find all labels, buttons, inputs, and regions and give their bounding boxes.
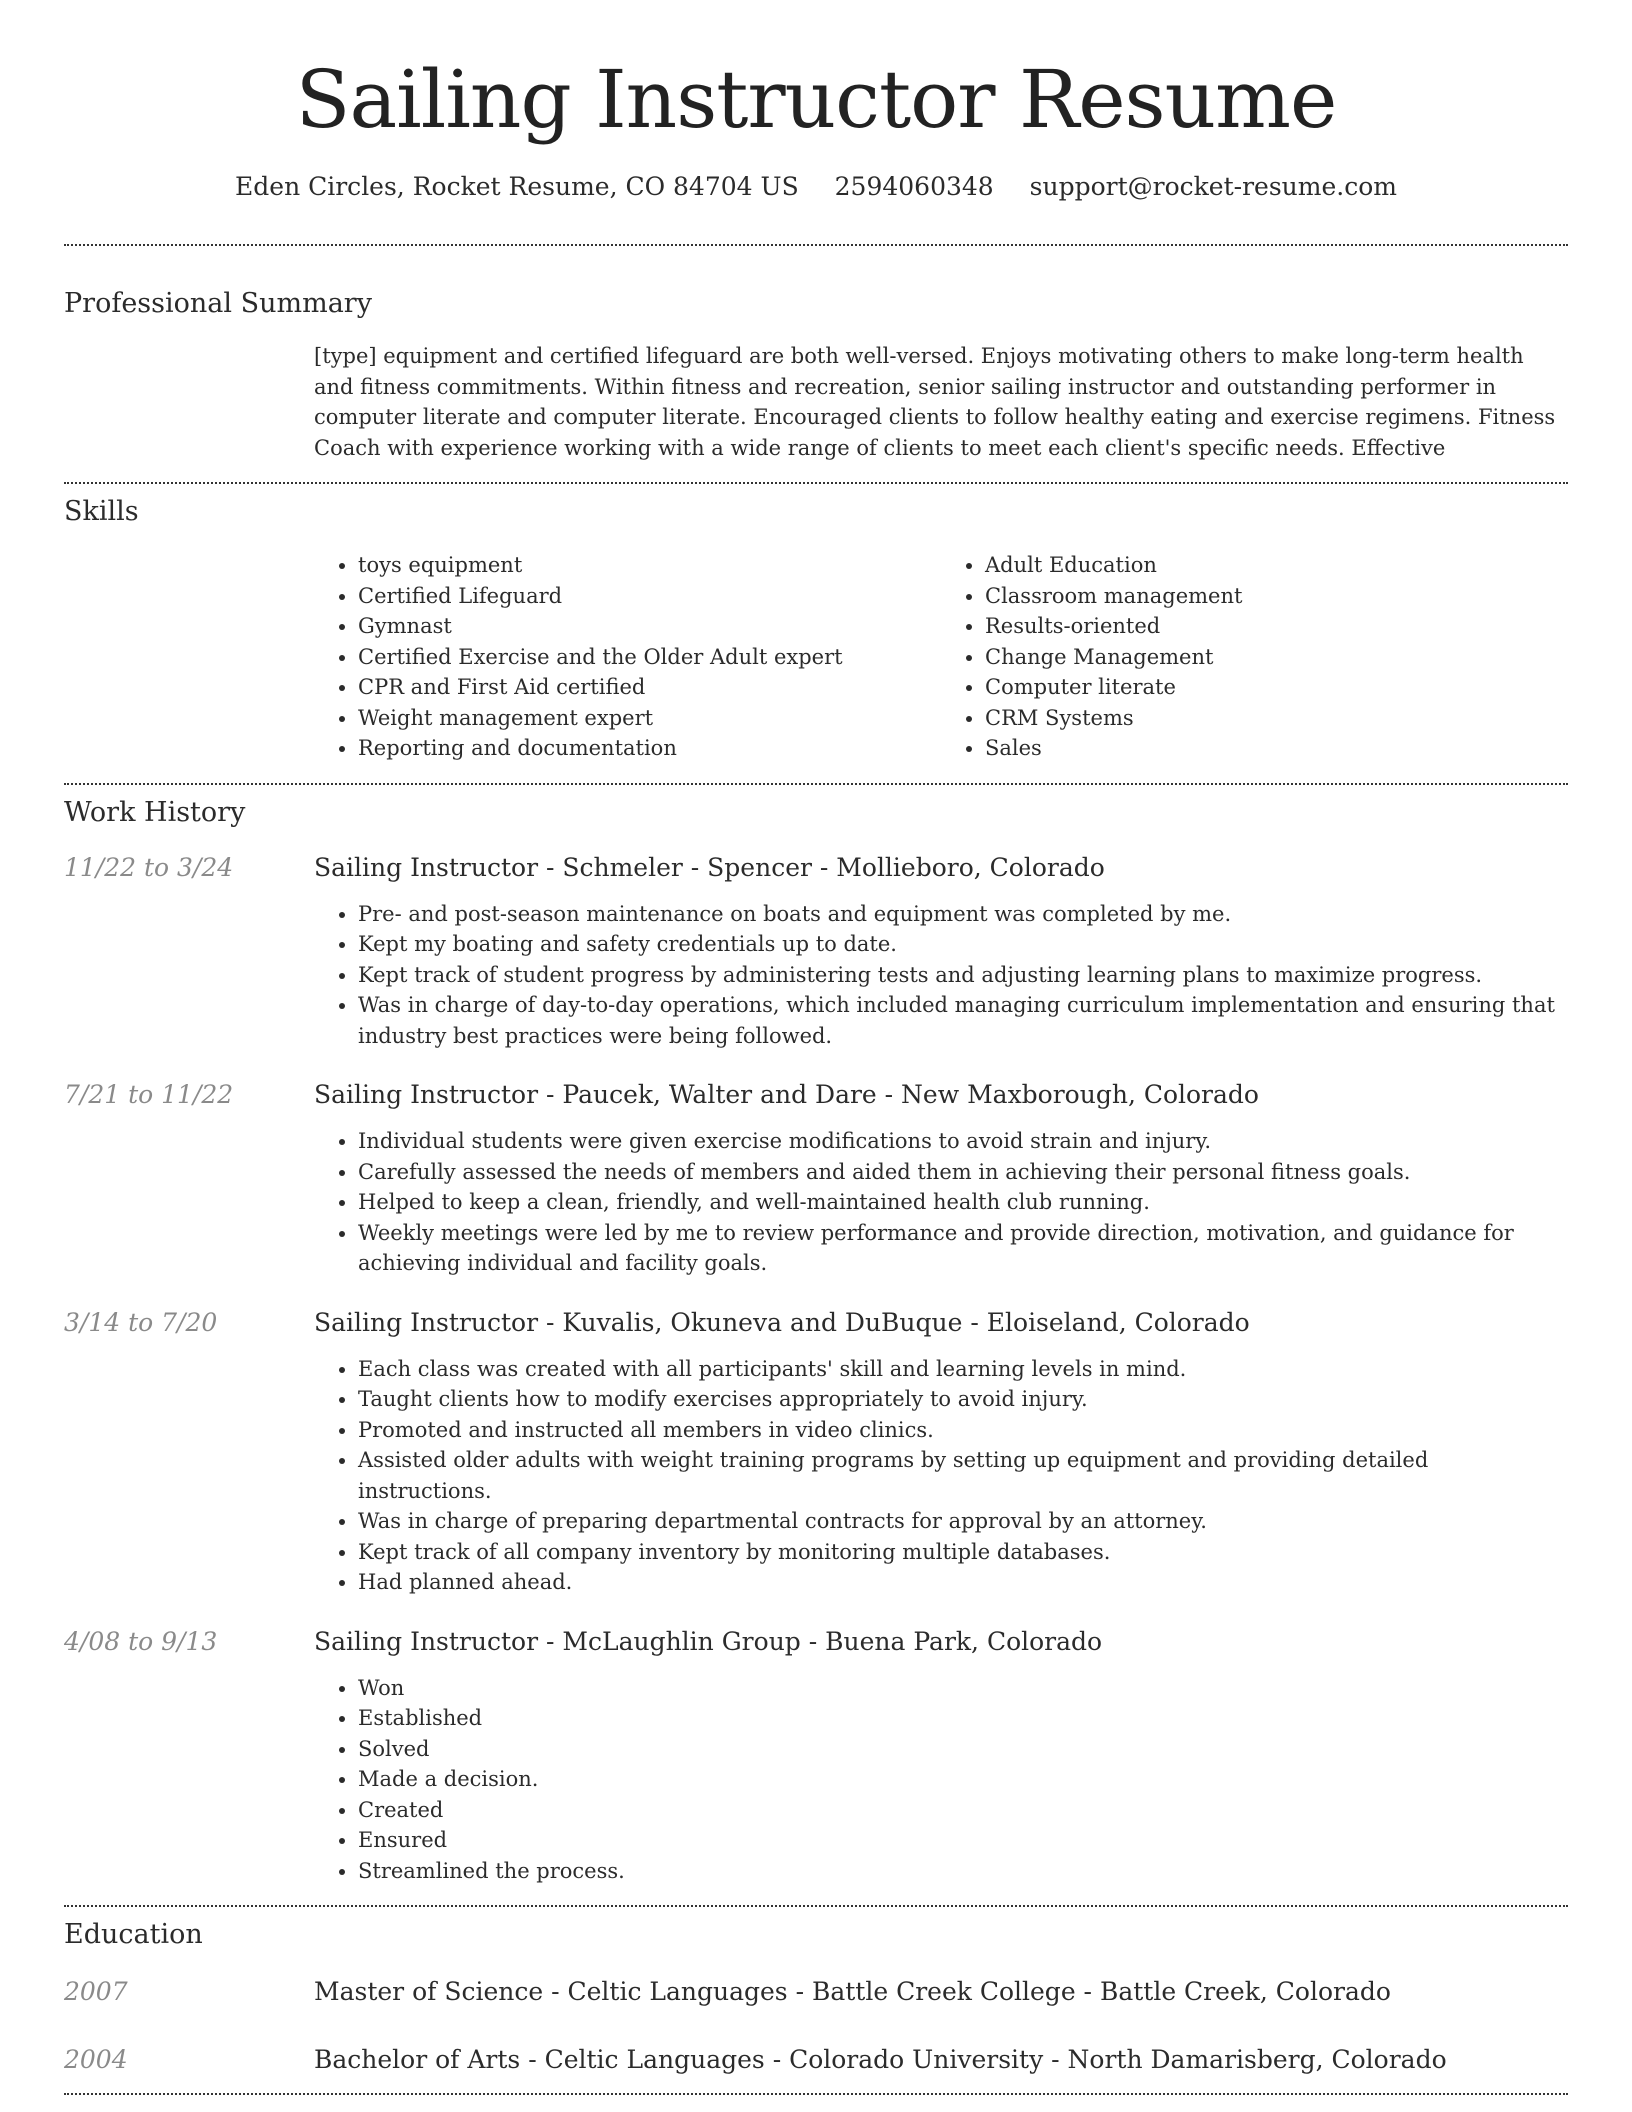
- job-bullet: • Assisted older adults with weight training programs by setting up equipment and providing detailed instructions.: [358, 1445, 1568, 1506]
- education-section: [64, 1917, 1568, 2077]
- job-details: [314, 899, 1568, 1052]
- skill-item: • Weight management expert: [358, 703, 941, 734]
- job-dates: 11/22 to 3/24: [64, 852, 234, 882]
- job-bullet: • Streamlined the process.: [358, 1856, 1568, 1887]
- section-divider: [64, 783, 1568, 785]
- skills-columns: [314, 550, 1568, 764]
- skill-item: • Computer literate: [985, 672, 1568, 703]
- job-bullet: • Helped to keep a clean, friendly, and well-maintained health club running.: [358, 1187, 1568, 1218]
- skill-item: • Sales: [985, 733, 1568, 764]
- contact-line: [64, 170, 1568, 204]
- resume-page: [64, 0, 1568, 2095]
- job-bullets: [314, 1354, 1568, 1598]
- job-dates: 7/21 to 11/22: [64, 1080, 234, 1109]
- job-bullet: • Kept track of all company inventory by monitoring multiple databases.: [358, 1537, 1568, 1568]
- job-header: [64, 1078, 1568, 1112]
- job-bullet: • Promoted and instructed all members in video clinics.: [358, 1415, 1568, 1446]
- job-bullet: • Was in charge of preparing departmental contracts for approval by an attorney.: [358, 1506, 1568, 1537]
- job-entry: [64, 1306, 1568, 1598]
- job-bullet: • Had planned ahead.: [358, 1567, 1568, 1598]
- job-bullets: [314, 1126, 1568, 1279]
- section-divider: [64, 2093, 1568, 2095]
- job-title: Sailing Instructor - Kuvalis, Okuneva and DuBuque - Eloiseland, Colorado: [314, 1307, 1250, 1337]
- section-divider: [64, 1905, 1568, 1907]
- skill-item: • Classroom management: [985, 581, 1568, 612]
- skill-item: • Reporting and documentation: [358, 733, 941, 764]
- summary-heading: Professional Summary: [64, 288, 372, 319]
- education-title: Bachelor of Arts - Celtic Languages - Colorado University - North Damarisberg, Colorado: [314, 2045, 1447, 2074]
- education-entry: [64, 2043, 1568, 2077]
- job-bullet: • Created: [358, 1795, 1568, 1826]
- job-dates: 3/14 to 7/20: [64, 1307, 218, 1337]
- skill-item: • Change Management: [985, 642, 1568, 673]
- job-entry: [64, 1625, 1568, 1887]
- skill-item: • CRM Systems: [985, 703, 1568, 734]
- job-bullet: • Weekly meetings were led by me to review performance and provide direction, motivation, and guidance for achieving individual and facility goals.: [358, 1218, 1568, 1279]
- job-bullet: • Each class was created with all participants' skill and learning levels in mind.: [358, 1354, 1568, 1385]
- job-bullet: • Established: [358, 1703, 1568, 1734]
- skills-list-right: [941, 550, 1568, 764]
- contact-phone: 2594060348: [834, 172, 994, 201]
- skills-section: [64, 494, 1568, 764]
- education-heading: Education: [64, 1919, 203, 1950]
- job-bullet: • Carefully assessed the needs of members and aided them in achieving their personal fitness goals.: [358, 1157, 1568, 1188]
- education-year: 2007: [64, 1977, 128, 2006]
- skill-item: • Certified Lifeguard: [358, 581, 941, 612]
- education-entry: [64, 1975, 1568, 2009]
- skills-list-left: [314, 550, 941, 764]
- job-details: [314, 1354, 1568, 1598]
- job-title: Sailing Instructor - McLaughlin Group - Buena Park, Colorado: [314, 1626, 1103, 1656]
- job-details: [314, 1126, 1568, 1279]
- skill-item: • Results-oriented: [985, 611, 1568, 642]
- job-title: Sailing Instructor - Paucek, Walter and Dare - New Maxborough, Colorado: [314, 1080, 1259, 1109]
- skill-item: • toys equipment: [358, 550, 941, 581]
- job-header: [64, 1306, 1568, 1340]
- job-bullets: [314, 899, 1568, 1052]
- job-bullet: • Was in charge of day-to-day operations, which included managing curriculum implementation and ensuring that industry best practices were being followed.: [358, 990, 1568, 1051]
- job-title: Sailing Instructor - Schmeler - Spencer - Mollieboro, Colorado: [314, 852, 1105, 882]
- job-header: [64, 1625, 1568, 1659]
- education-year: 2004: [64, 2045, 128, 2074]
- skills-heading: Skills: [64, 496, 139, 527]
- job-bullet: • Ensured: [358, 1825, 1568, 1856]
- summary-text: [type] equipment and certified lifeguard are both well-versed. Enjoys motivating others to make long-term health and fitness commitments. Within fitness and recreation, senior sailing instructor and outstanding performer in computer literate and computer literate. Encouraged clients to follow healthy eating and exercise regimens. Fitness Coach with experience working with a wide range of clients to meet each client's specific needs. Effective: [314, 344, 1556, 460]
- job-bullet: • Made a decision.: [358, 1764, 1568, 1795]
- job-bullet: • Kept my boating and safety credentials up to date.: [358, 929, 1568, 960]
- job-bullet: • Taught clients how to modify exercises appropriately to avoid injury.: [358, 1384, 1568, 1415]
- job-details: [314, 1673, 1568, 1887]
- section-divider: [64, 482, 1568, 484]
- work-heading: Work History: [64, 796, 246, 828]
- job-entry: [64, 851, 1568, 1052]
- contact-email: support@rocket-resume.com: [1029, 172, 1397, 201]
- skill-item: • CPR and First Aid certified: [358, 672, 941, 703]
- job-bullet: • Kept track of student progress by administering tests and adjusting learning plans to maximize progress.: [358, 960, 1568, 991]
- job-entry: [64, 1078, 1568, 1279]
- skill-item: • Adult Education: [985, 550, 1568, 581]
- job-bullet: • Individual students were given exercise modifications to avoid strain and injury.: [358, 1126, 1568, 1157]
- job-bullets: [314, 1673, 1568, 1887]
- education-title: Master of Science - Celtic Languages - Battle Creek College - Battle Creek, Colorado: [314, 1977, 1391, 2006]
- section-divider: [64, 244, 1568, 246]
- job-bullet: • Pre- and post-season maintenance on boats and equipment was completed by me.: [358, 899, 1568, 930]
- page-title: Sailing Instructor Resume: [295, 53, 1337, 146]
- skill-item: • Certified Exercise and the Older Adult expert: [358, 642, 941, 673]
- job-header: [64, 851, 1568, 885]
- job-dates: 4/08 to 9/13: [64, 1626, 218, 1656]
- summary-section: [64, 286, 1568, 463]
- job-bullet: • Won: [358, 1673, 1568, 1704]
- work-section: [64, 795, 1568, 1887]
- contact-address: Eden Circles, Rocket Resume, CO 84704 US: [235, 172, 799, 201]
- skill-item: • Gymnast: [358, 611, 941, 642]
- job-bullet: • Solved: [358, 1734, 1568, 1765]
